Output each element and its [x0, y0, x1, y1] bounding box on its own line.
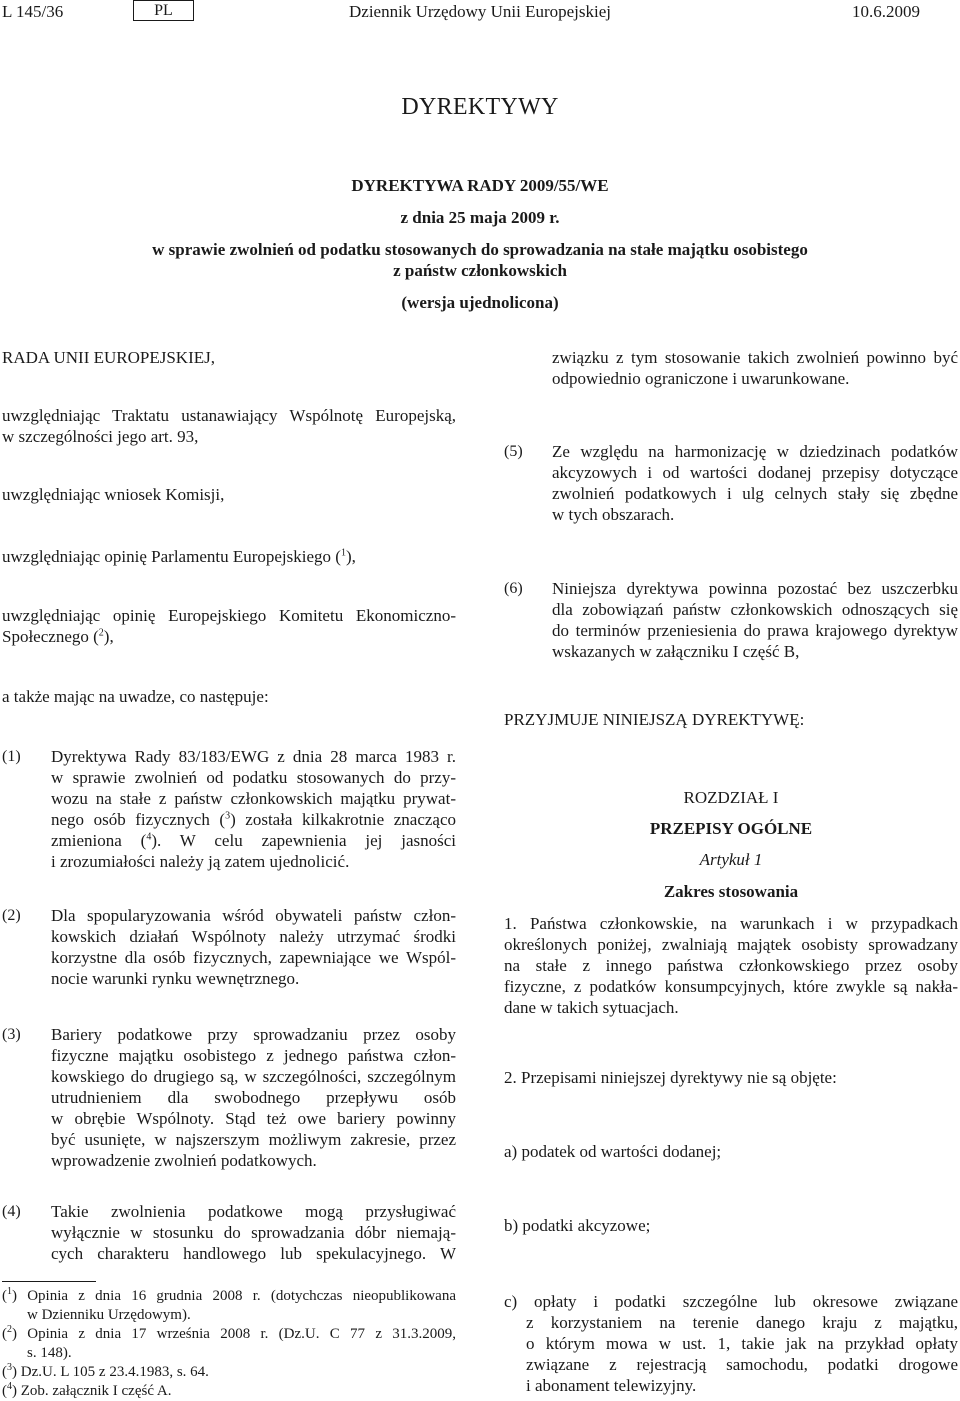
- article-title: Zakres stosowania: [663, 882, 799, 901]
- recital-number: (6): [504, 580, 523, 597]
- council-label: RADA UNII EUROPEJSKIEJ,: [2, 348, 215, 367]
- directive-date: z dnia 25 maja 2009 r.: [400, 208, 560, 227]
- section-title: DYREKTYWY: [401, 94, 559, 120]
- recital-number: (4): [2, 1203, 21, 1220]
- recital-4-continued: związku z tym stosowanie takich zwolnień powinno być odpowiednio ograniczone i uwarunkowane.: [552, 348, 958, 388]
- adoption-formula: PRZYJMUJE NINIEJSZĄ DYREKTYWĘ:: [504, 710, 805, 729]
- exclusion-a: a) podatek od wartości dodanej;: [504, 1142, 722, 1161]
- codified-version: (wersja ujednolicona): [401, 293, 559, 312]
- exclusion-b: b) podatki akcyzowe;: [504, 1216, 651, 1235]
- directive-subject-line-2: z państw członkowskich: [393, 261, 567, 280]
- chapter-title: PRZEPISY OGÓLNE: [649, 819, 813, 838]
- parliament-opinion-citation: uwzględniając opinię Parlamentu Europejskiego ($^1$),: [2, 547, 356, 566]
- recital-4: Takie zwolnienia podatkowe mogą przysługiwać wyłącznie w stosunku do sprowadzania dóbr niemają- cych charakteru handlowego lub spekulacyjnego. W: [51, 1202, 456, 1263]
- article-1-paragraph-2: 2. Przepisami niniejszej dyrektywy nie są objęte:: [504, 1068, 837, 1087]
- exclusion-c: c) opłaty i podatki szczególne lub okresowe związane z korzystaniem na terenie danego kraju z majątku, o którym mowa w ust. 1, takie jak na przykład opłaty związane z rejestracją samochodu, podatki drogowe i abonament telewizyjny.: [504, 1292, 958, 1395]
- recital-6: Niniejsza dyrektywa powinna pozostać bez uszczerbku dla zobowiązań państw członkowskich odnoszących się do terminów przeniesienia do prawa krajowego dyrektyw wskazanych w załączniku I część B,: [552, 579, 958, 661]
- article-1-paragraph-1: 1. Państwa członkowskie, na warunkach i w przypadkach określonych poniżej, zwalniają majątek osobisty sprowadzany na stałe z innego państwa członkowskiego przez osoby fizyczne, z podatków konsumpcyjnych, które zwykle są nakła- dane w takich sytuacjach.: [504, 914, 958, 1017]
- commission-proposal-citation: uwzględniając wniosek Komisji,: [2, 485, 225, 504]
- treaty-citation-line-1: uwzględniając Traktatu ustanawiający Wspólnotę Europejską,: [2, 406, 456, 425]
- treaty-citation-line-2: w szczególności jego art. 93,: [2, 427, 199, 446]
- journal-name: Dziennik Urzędowy Unii Europejskiej: [349, 2, 612, 21]
- recital-2: Dla spopularyzowania wśród obywateli państw człon- kowskich działań Wspólnoty należy utrzymać środki korzystne dla osób fizycznych, zapewniające we Wspól- nocie warunki rynku wewnętrznego.: [51, 906, 456, 988]
- footnote-ref: 1: [340, 547, 346, 559]
- eesc-opinion-citation-line-2: Społecznego ($^2$),: [2, 627, 114, 646]
- footnote-ref: 2: [98, 627, 104, 639]
- page-reference: L 145/36: [2, 2, 64, 21]
- footnotes: ($^1$) Opinia z dnia 16 grudnia 2008 r. (dotychczas nieopublikowana w Dzienniku Urzędowym). ($^2$) Opinia z dnia 17 września 2008 r. (Dz.U. C 77 z 31.3.2009, s. 148). ($^3$) Dz.U. L 105 z 23.4.1983, s. 64. ($^4$) Zob. załącznik I część A.: [2, 1286, 456, 1399]
- recital-number: (1): [2, 748, 21, 765]
- recital-5: Ze względu na harmonizację w dziedzinach podatków akcyzowych i od wartości dodanej przepisy dotyczące zwolnień podatkowych i ulg celnych stały się zbędne w tych obszarach.: [552, 442, 958, 524]
- recital-number: (3): [2, 1026, 21, 1043]
- publication-date: 10.6.2009: [852, 2, 920, 21]
- recital-number: (5): [504, 443, 523, 460]
- chapter-heading: ROZDZIAŁ I: [683, 788, 779, 807]
- language-box: PL: [133, 0, 194, 21]
- directive-title: DYREKTYWA RADY 2009/55/WE: [351, 176, 609, 195]
- recital-3: Bariery podatkowe przy sprowadzaniu przez osoby fizyczne majątku osobistego z jednego państwa człon- kowskiego do drugiego są, w szczególności, szczególnym utrudnieniem dla swobodnego przepływu osób w obrębie Wspólnoty. Stąd też owe bariery powinny być usunięte, w najszerszym możliwym zakresie, przez wprowadzenie zwolnień podatkowych.: [51, 1025, 456, 1170]
- eesc-opinion-citation-line-1: uwzględniając opinię Europejskiego Komitetu Ekonomiczno-: [2, 606, 456, 625]
- recital-1: Dyrektywa Rady 83/183/EWG z dnia 28 marca 1983 r. w sprawie zwolnień od podatku stosowanych do przy- wozu na stałe z państw członkowskich majątku prywat- nego osób fizycznych ($^3$) została kilkakrotnie znacząco zmieniona ($^4$). W celu zapewnienia jej jasności i zrozumiałości należy ją zatem ujednolicić.: [51, 747, 457, 871]
- footnote-rule: [2, 1281, 96, 1282]
- directive-subject-line-1: w sprawie zwolnień od podatku stosowanych do sprowadzania na stałe majątku osobistego: [152, 240, 808, 259]
- article-heading: Artykuł 1: [699, 850, 763, 869]
- recital-number: (2): [2, 907, 21, 924]
- whereas-intro: a także mając na uwadze, co następuje:: [2, 687, 269, 706]
